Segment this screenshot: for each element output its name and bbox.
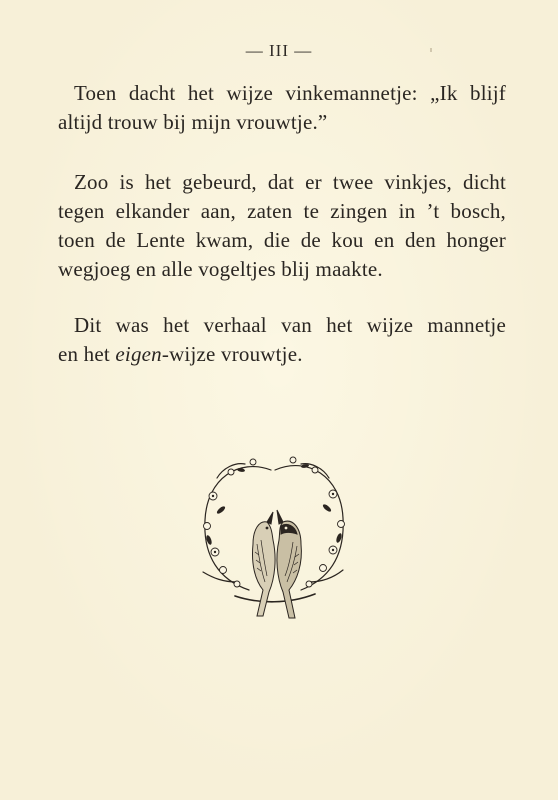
paragraph-3: [58, 311, 506, 369]
text-run: -wijze vrouwtje.: [161, 342, 303, 366]
paragraph-line: altijd trouw bij mijn vrouwtje.”: [58, 110, 328, 134]
paragraph-2: [58, 168, 506, 284]
paragraph-line: Toen dacht het wijze vinkemannetje: „Ik blijf: [74, 81, 506, 105]
italic-word: eigen: [115, 342, 162, 366]
paragraph-line: Zoo is het gebeurd, dat er twee vinkjes, dicht: [74, 170, 506, 194]
paragraph-line: tegen elkander aan, zaten te zingen in ’t bosch,: [58, 199, 506, 223]
paragraph-line: wegjoeg en alle vogeltjes blij maakte.: [58, 257, 383, 281]
paragraph-line: Dit was het verhaal van het wijze mannetje: [74, 313, 506, 337]
paragraph-1: [58, 79, 506, 137]
paragraph-line: toen de Lente kwam, die de kou en den honger: [58, 228, 506, 252]
text-run: en het: [58, 342, 116, 366]
paragraph-line: [58, 340, 506, 369]
page-number: — III —: [245, 41, 313, 60]
two-birds-wreath-icon: [193, 448, 353, 628]
